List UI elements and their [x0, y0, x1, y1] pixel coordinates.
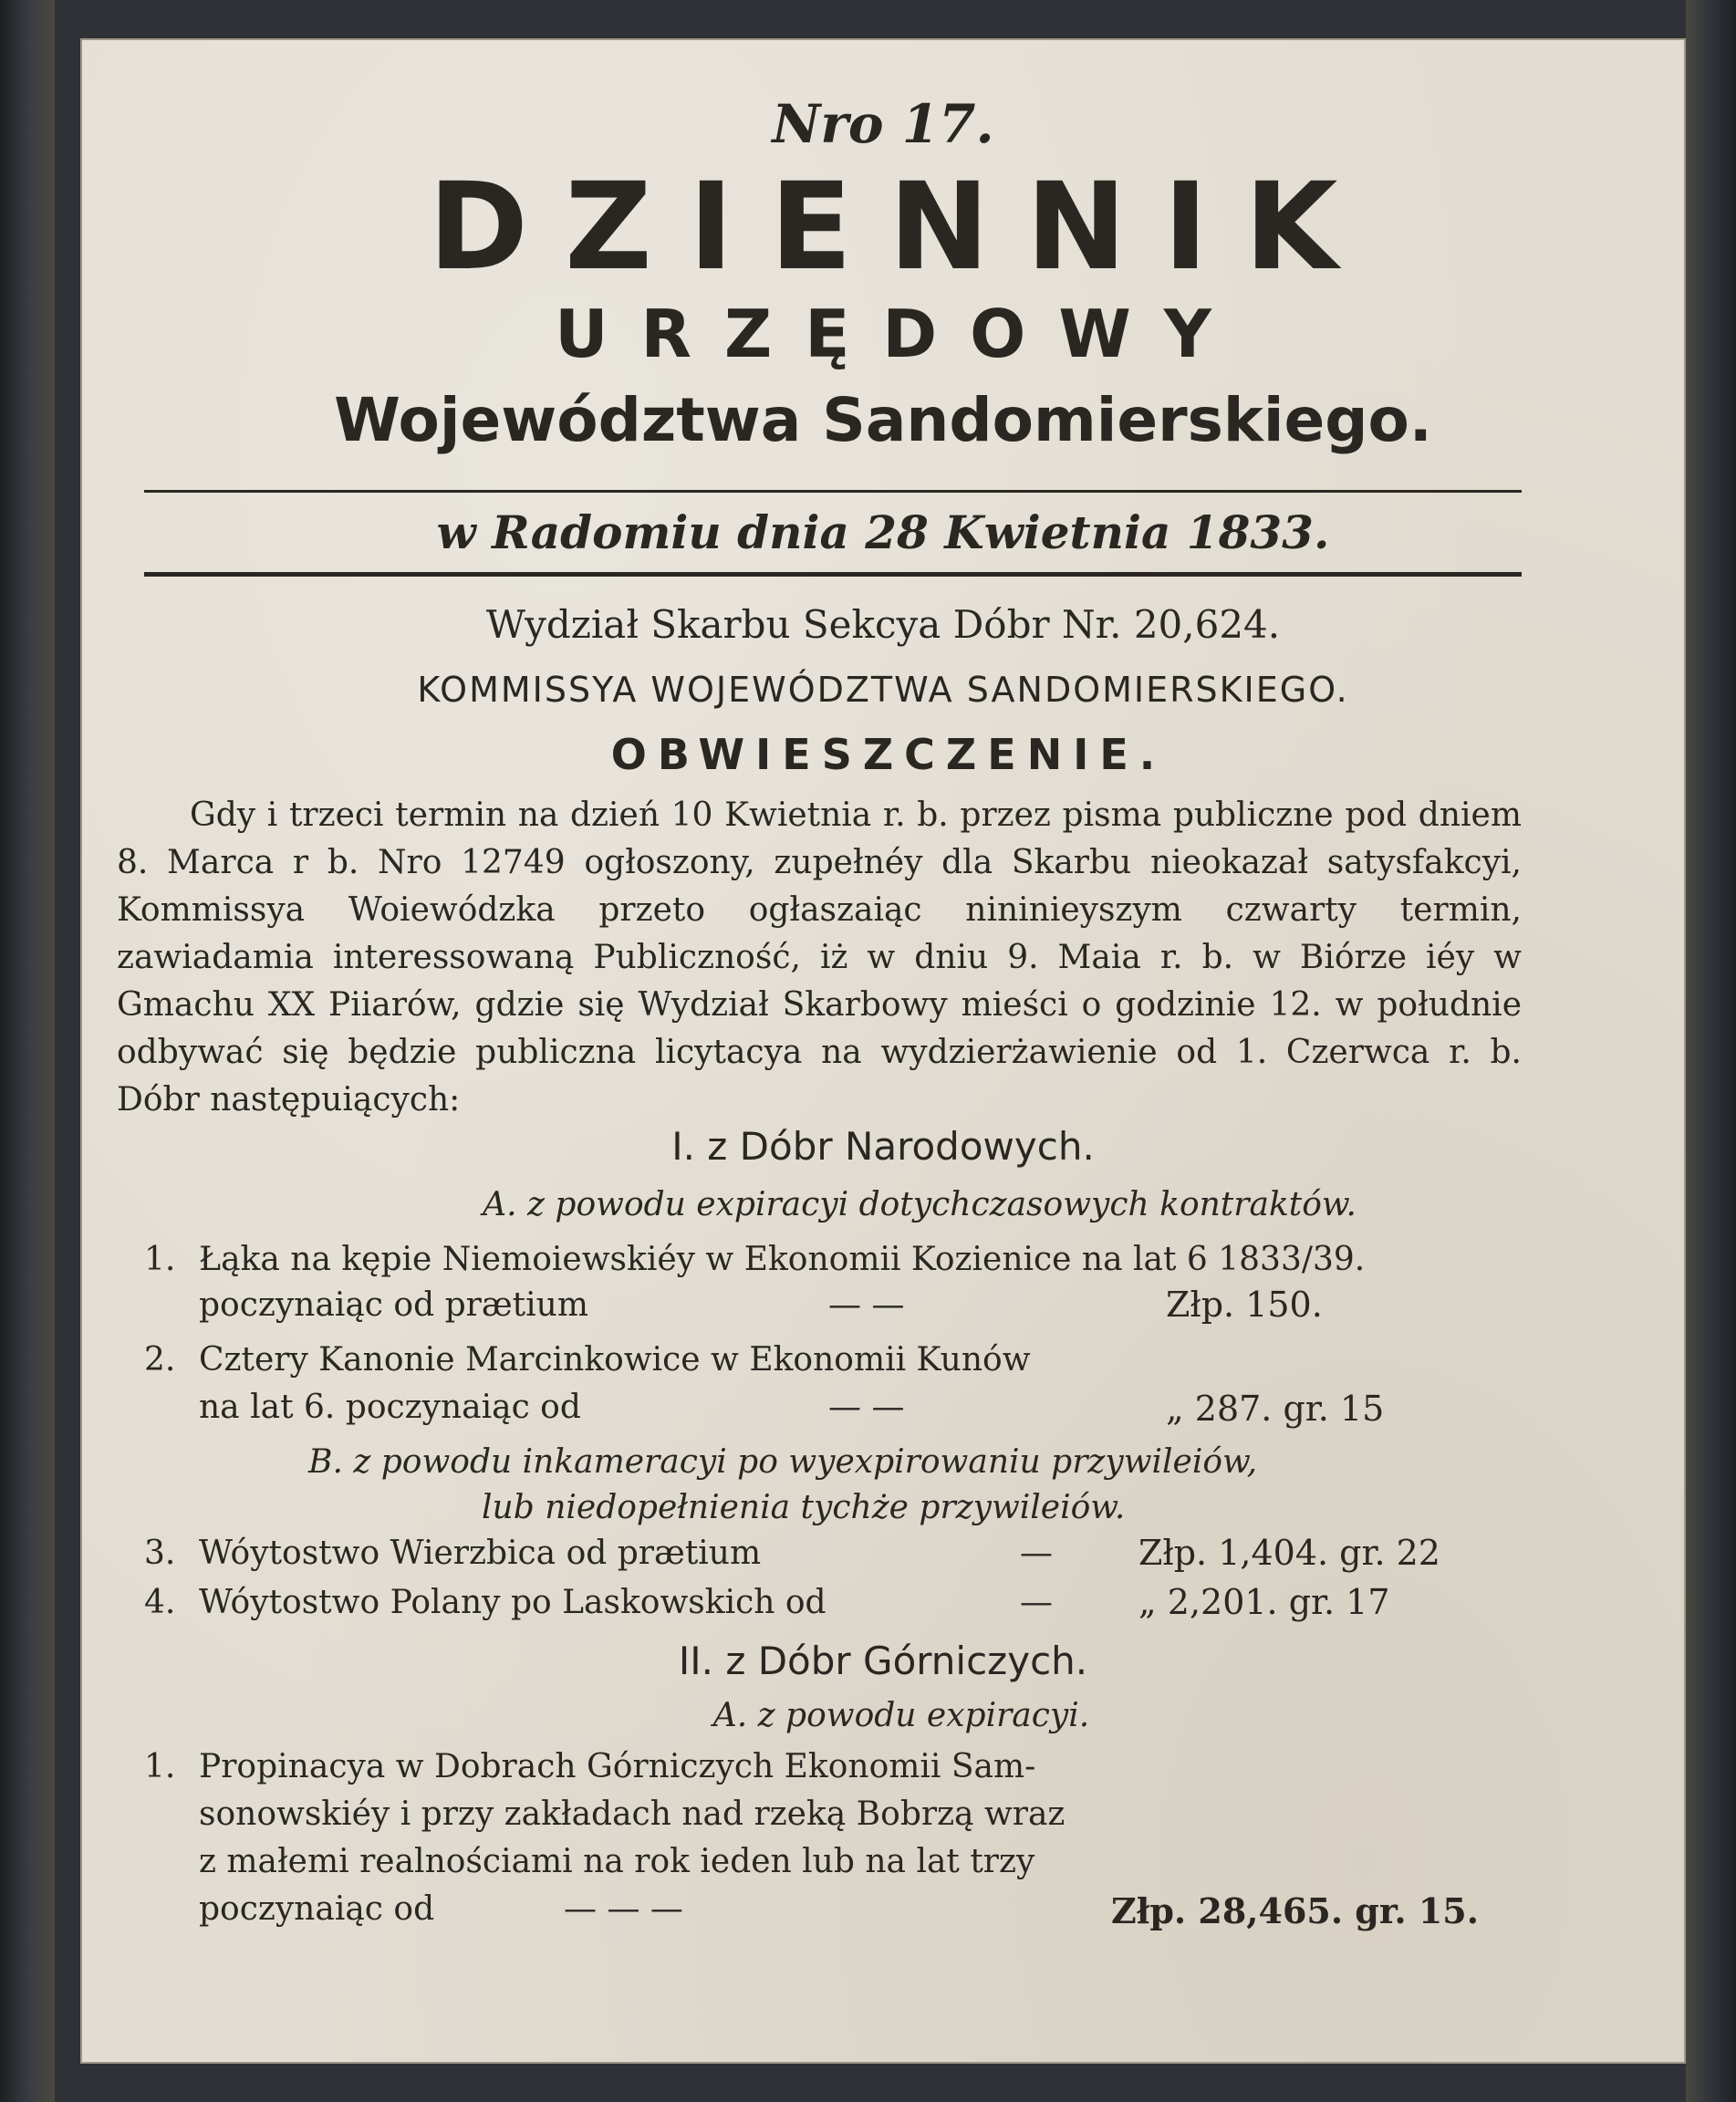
masthead-region: Województwa Sandomierskiego.: [334, 385, 1432, 455]
item-text: poczynaiąc od prætium: [199, 1286, 588, 1324]
item-price: Złp. 28,465. gr. 15.: [1111, 1890, 1479, 1931]
department-line: Wydział Skarbu Sekcya Dóbr Nr. 20,624.: [485, 602, 1281, 647]
document-page: [80, 38, 1686, 2064]
section-1-sub-a: A. z powodu expiracyi dotychczasowych kontraktów.: [483, 1186, 1357, 1223]
issue-number: Nro 17.: [772, 93, 994, 155]
rule-top: [144, 490, 1522, 493]
rule-bottom: [144, 572, 1522, 577]
section-1-heading: I. z Dóbr Narodowych.: [671, 1124, 1095, 1169]
item-dashes: —: [1020, 1535, 1053, 1572]
book-binding-right: [1686, 0, 1736, 2102]
item-dashes: —: [1020, 1584, 1053, 1621]
item-price: „ 2,201. gr. 17: [1138, 1582, 1390, 1622]
item-text: Wóytostwo Wierzbica od prætium: [199, 1535, 762, 1572]
item-price: Złp. 150.: [1166, 1285, 1323, 1325]
item-price: „ 287. gr. 15: [1166, 1389, 1385, 1429]
item-price: Złp. 1,404. gr. 22: [1138, 1533, 1440, 1573]
section-2-sub-a: A. z powodu expiracyi.: [712, 1697, 1090, 1734]
notice-body: Gdy i trzeci termin na dzień 10 Kwietnia r. b. przez pisma publiczne pod dniem 8. Marca r b. Nro 12749 ogłoszony, zupełnéy dla Skarbu nieokazał satysfakcyi, Kommissya Woiewódzka przeto ogłaszaiąc nininieyszym czwarty termin, zawiadamia interessowaną Publiczność, iż w dniu 9. Maia r. b. w Biórze iéy w Gmachu XX Piiarów, gdzie się Wydział Skarbowy mieści o godzinie 12. w południe odbywać się będzie publiczna licytacya na wydzierżawienie od 1. Czerwca r. b. Dóbr następuiących:: [117, 796, 1522, 1119]
masthead-title: DZIENNIK: [428, 157, 1375, 297]
masthead-subtitle: URZĘDOWY: [555, 296, 1244, 372]
item-number: 1.: [144, 1241, 176, 1278]
section-2-heading: II. z Dóbr Górniczych.: [678, 1639, 1088, 1683]
item-dashes: — — —: [564, 1890, 683, 1928]
item-text: na lat 6. poczynaiąc od: [199, 1389, 581, 1426]
notice-heading: OBWIESZCZENIE.: [610, 730, 1167, 779]
book-binding-left: [0, 0, 55, 2102]
item-text: z małemi realnościami na rok ieden lub na lat trzy: [199, 1843, 1035, 1880]
item-text: poczynaiąc od: [199, 1890, 435, 1928]
item-text: Wóytostwo Polany po Laskowskich od: [199, 1584, 826, 1621]
item-number: 3.: [144, 1535, 176, 1572]
item-number: 1.: [144, 1748, 176, 1785]
item-dashes: — —: [828, 1286, 905, 1324]
item-text: Cztery Kanonie Marcinkowice w Ekonomii Kunów: [199, 1341, 1031, 1379]
commission-name: KOMMISSYA WOJEWÓDZTWA SANDOMIERSKIEGO.: [417, 670, 1349, 710]
item-text: Propinacya w Dobrach Górniczych Ekonomii Sam-: [199, 1748, 1036, 1785]
item-text: Łąka na kępie Niemoiewskiéy w Ekonomii Kozienice na lat 6 1833/39.: [199, 1241, 1366, 1278]
section-1-sub-b: B. z powodu inkameracyi po wyexpirowaniu przywileiów,: [308, 1443, 1258, 1481]
item-number: 2.: [144, 1341, 176, 1379]
item-dashes: — —: [828, 1389, 905, 1426]
dateline: w Radomiu dnia 28 Kwietnia 1833.: [436, 505, 1330, 559]
item-number: 4.: [144, 1584, 176, 1621]
item-text: sonowskiéy i przy zakładach nad rzeką Bobrzą wraz: [199, 1795, 1066, 1833]
section-1-sub-b-cont: lub niedopełnienia tychże przywileiów.: [482, 1489, 1126, 1526]
